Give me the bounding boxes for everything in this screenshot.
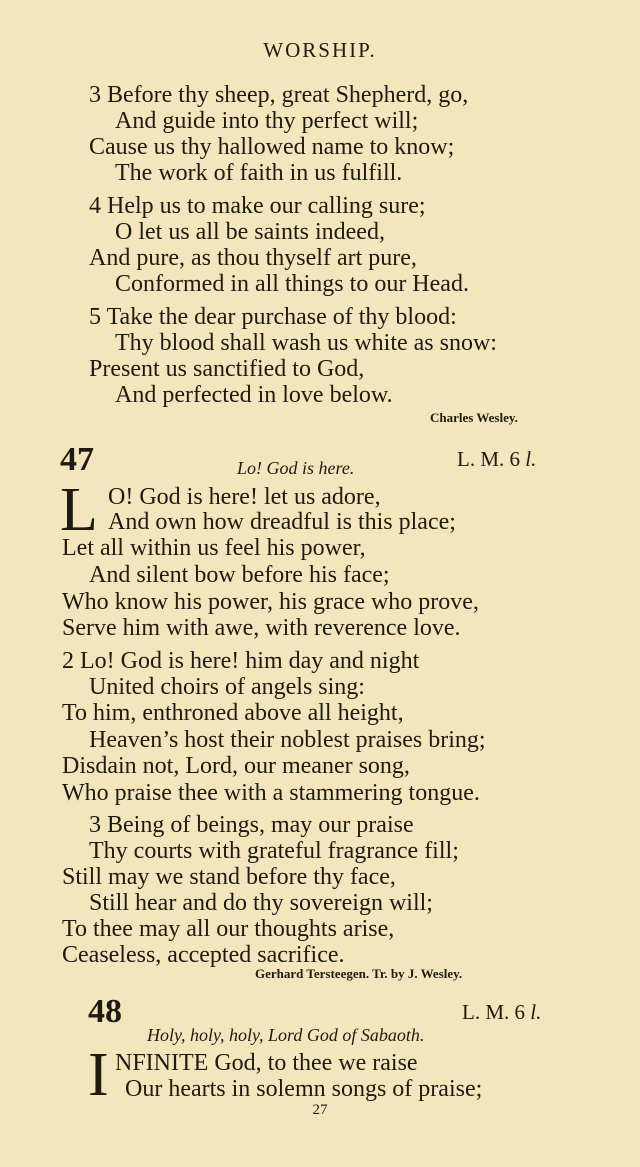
verse-line: And own how dreadful is this place; xyxy=(108,509,456,535)
verse-line: Still hear and do thy sovereign will; xyxy=(89,890,433,916)
verse-line: 2 Lo! God is here! him day and night xyxy=(62,648,420,674)
attribution: Gerhard Tersteegen. Tr. by J. Wesley. xyxy=(255,966,463,981)
verse-line: Heaven’s host their noblest praises bring; xyxy=(89,727,486,753)
verse-line: 3 Being of beings, may our praise xyxy=(89,812,414,838)
hymn-number: 48 xyxy=(88,993,122,1030)
hymn-subtitle: Holy, holy, holy, Lord God of Sabaoth. xyxy=(147,1025,425,1045)
verse-line: Our hearts in solemn songs of praise; xyxy=(125,1076,483,1102)
verse-line: Who know his power, his grace who prove, xyxy=(62,589,479,615)
verse-line: To him, enthroned above all height, xyxy=(62,700,404,726)
meter-suffix: l. xyxy=(530,1000,542,1024)
verse-line: 4 Help us to make our calling sure; xyxy=(89,193,426,219)
verse-line: O! God is here! let us adore, xyxy=(108,484,381,510)
hymn-meter xyxy=(457,447,536,472)
running-header: WORSHIP. xyxy=(263,38,377,62)
attribution: Charles Wesley. xyxy=(430,410,518,425)
drop-cap: L xyxy=(60,476,98,544)
drop-cap: I xyxy=(88,1041,109,1109)
verse-line: Let all within us feel his power, xyxy=(62,535,366,561)
verse-line: And perfected in love below. xyxy=(115,382,393,408)
verse-line: NFINITE God, to thee we raise xyxy=(115,1050,418,1076)
verse-line: Ceaseless, accepted sacrifice. xyxy=(62,942,345,968)
verse-line: Thy courts with grateful fragrance fill; xyxy=(89,838,459,864)
verse-line: Present us sanctified to God, xyxy=(89,356,365,382)
meter-text: L. M. 6 xyxy=(457,447,520,471)
verse-line: Conformed in all things to our Head. xyxy=(115,271,469,297)
verse-line: Who praise thee with a stammering tongue. xyxy=(62,780,480,806)
verse-line: 5 Take the dear purchase of thy blood: xyxy=(89,304,457,330)
verse-line: To thee may all our thoughts arise, xyxy=(62,916,395,942)
verse-line: Still may we stand before thy face, xyxy=(62,864,396,890)
verse-line: 3 Before thy sheep, great Shepherd, go, xyxy=(89,82,469,108)
hymn-subtitle: Lo! God is here. xyxy=(237,458,355,478)
meter-suffix: l. xyxy=(525,447,537,471)
verse-line: O let us all be saints indeed, xyxy=(115,219,385,245)
page-number: 27 xyxy=(312,1102,328,1118)
meter-text: L. M. 6 xyxy=(462,1000,525,1024)
hymn-meter xyxy=(462,1000,541,1025)
verse-line: Cause us thy hallowed name to know; xyxy=(89,134,455,160)
hymn-number: 47 xyxy=(60,441,94,478)
verse-line: The work of faith in us fulfill. xyxy=(115,160,403,186)
verse-line: United choirs of angels sing: xyxy=(89,674,365,700)
verse-line: Serve him with awe, with reverence love. xyxy=(62,615,461,641)
verse-line: And guide into thy perfect will; xyxy=(115,108,419,134)
verse-line: And pure, as thou thyself art pure, xyxy=(89,245,417,271)
verse-line: Disdain not, Lord, our meaner song, xyxy=(62,753,410,779)
verse-line: Thy blood shall wash us white as snow: xyxy=(115,330,497,356)
verse-line: And silent bow before his face; xyxy=(89,562,390,588)
